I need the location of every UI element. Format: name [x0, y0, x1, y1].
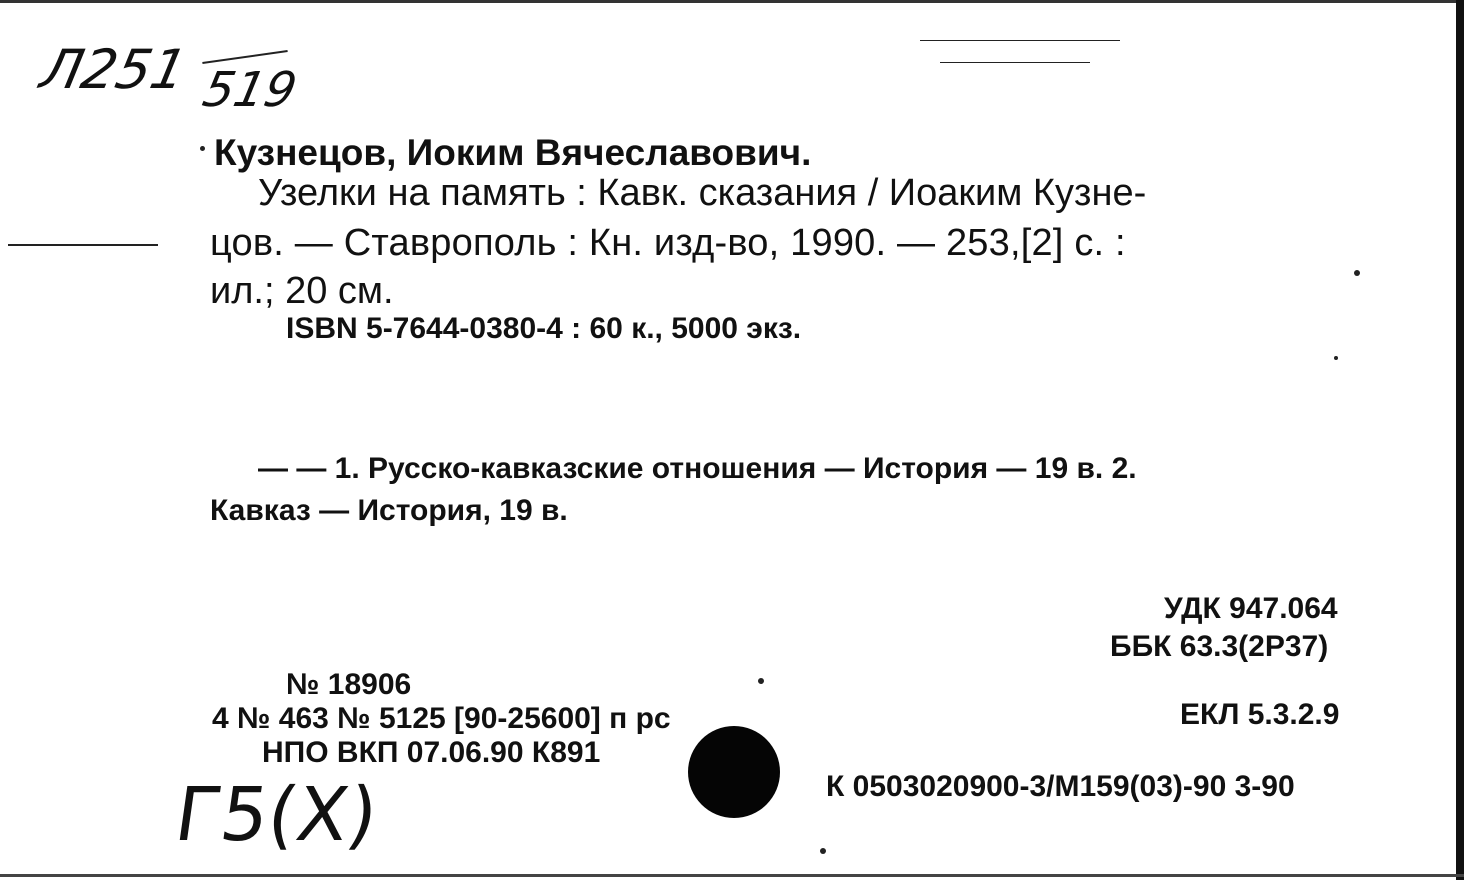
print-number: № 18906: [286, 668, 412, 701]
scan-line-top-right: [920, 40, 1120, 41]
subjects-line-1: — — 1. Русско-кавказские отношения — История — 19 в. 2.: [258, 452, 1137, 485]
handwritten-mark: Г5(Х): [169, 772, 383, 858]
scan-dot: [1334, 356, 1338, 360]
scan-dot: [820, 848, 826, 854]
scan-dot: [1354, 270, 1360, 276]
card-bottom-edge: [0, 874, 1464, 877]
scan-dot: [758, 678, 764, 684]
print-line: 4 № 463 № 5125 [90-25600] п рс: [212, 702, 671, 735]
description-line-1: Узелки на память : Кавк. сказания / Иоаким Кузне-: [258, 172, 1147, 214]
subjects-line-2: Кавказ — История, 19 в.: [210, 494, 568, 527]
call-number-suffix: 519: [198, 62, 302, 118]
udk-code: УДК 947.064: [1164, 592, 1338, 625]
ekl-code: ЕКЛ 5.3.2.9: [1180, 698, 1340, 731]
card-right-edge: [1456, 0, 1464, 880]
card-top-edge: [0, 0, 1464, 3]
publisher-code: К 0503020900-3/М159(03)-90 3-90: [826, 770, 1295, 803]
scan-dot: [200, 146, 205, 151]
description-line-3: ил.; 20 см.: [210, 270, 394, 312]
isbn-line: ISBN 5-7644-0380-4 : 60 к., 5000 экз.: [286, 312, 802, 345]
scan-line-top-right-2: [940, 62, 1090, 63]
scan-line-left: [8, 244, 158, 246]
black-stamp: [688, 726, 780, 818]
call-number-prefix: Л251: [35, 38, 193, 101]
author-heading: Кузнецов, Иоким Вячеславович.: [214, 132, 812, 173]
description-line-2: цов. — Ставрополь : Кн. изд-во, 1990. — 253,[2] с. :: [210, 222, 1126, 264]
bbk-code: ББК 63.3(2Р37): [1110, 630, 1329, 663]
npo-line: НПО ВКП 07.06.90 К891: [262, 736, 601, 769]
